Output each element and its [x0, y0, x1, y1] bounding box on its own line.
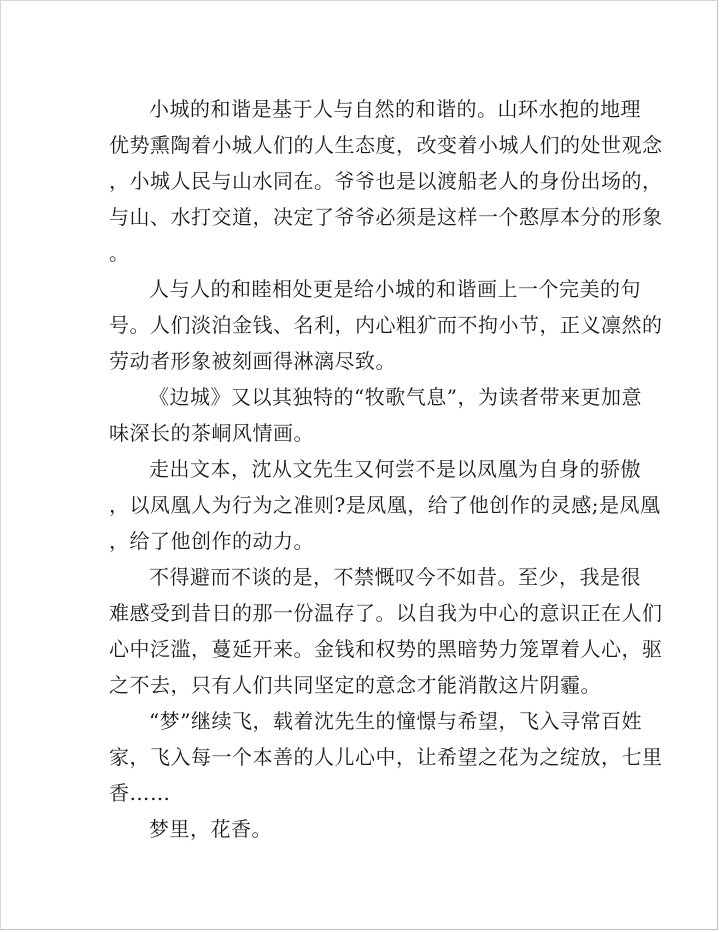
paragraph-line: 家，飞入每一个本善的人儿心中，让希望之花为之绽放，七里 — [109, 745, 663, 769]
paragraph-4 — [109, 451, 661, 559]
paragraph-line: 梦里，花香。 — [149, 817, 272, 841]
paragraph-line: “梦”继续飞，载着沈先生的憧憬与希望，飞入寻常百姓 — [149, 709, 642, 733]
paragraph-line: ，小城人民与山水同在。爷爷也是以渡船老人的身份出场的， — [109, 169, 663, 193]
paragraph-line: 劳动者形象被刻画得淋漓尽致。 — [109, 349, 396, 373]
paragraph-line: 之不去，只有人们共同坚定的意念才能消散这片阴霾。 — [109, 673, 601, 697]
paragraph-line: 不得避而不谈的是，不禁慨叹今不如昔。至少，我是很 — [149, 565, 641, 589]
paragraph-line: 难感受到昔日的那一份温存了。以自我为中心的意识正在人们 — [109, 601, 663, 625]
paragraph-line: 。 — [109, 241, 130, 265]
paragraph-line: ，以凤凰人为行为之准则?是凤凰，给了他创作的灵感;是凤凰 — [109, 493, 661, 517]
paragraph-line: 优势熏陶着小城人们的人生态度，改变着小城人们的处世观念 — [109, 133, 663, 157]
paragraph-3 — [109, 379, 642, 451]
paragraph-line: 与山、水打交道，决定了爷爷必须是这样一个憨厚本分的形象 — [109, 205, 663, 229]
paragraph-line: 《边城》又以其独特的“牧歌气息”，为读者带来更加意 — [149, 385, 642, 409]
paragraph-6 — [109, 703, 663, 811]
paragraph-1 — [109, 91, 663, 271]
paragraph-line: 人与人的和睦相处更是给小城的和谐画上一个完美的句 — [149, 277, 641, 301]
paragraph-line: 香…… — [109, 781, 171, 805]
paragraph-2 — [109, 271, 663, 379]
paragraph-line: 小城的和谐是基于人与自然的和谐的。山环水抱的地理 — [149, 97, 641, 121]
paragraph-line: 心中泛滥，蔓延开来。金钱和权势的黑暗势力笼罩着人心，驱 — [109, 637, 663, 661]
paragraph-line: 走出文本，沈从文先生又何尝不是以凤凰为自身的骄傲 — [149, 457, 641, 481]
paragraph-7 — [109, 811, 621, 847]
paragraph-line: 味深长的茶峒风情画。 — [109, 421, 314, 445]
paragraph-5 — [109, 559, 663, 703]
paragraph-line: 号。人们淡泊金钱、名利，内心粗犷而不拘小节，正义凛然的 — [109, 313, 663, 337]
document-body — [109, 91, 663, 847]
paragraph-line: ，给了他创作的动力。 — [109, 529, 314, 553]
